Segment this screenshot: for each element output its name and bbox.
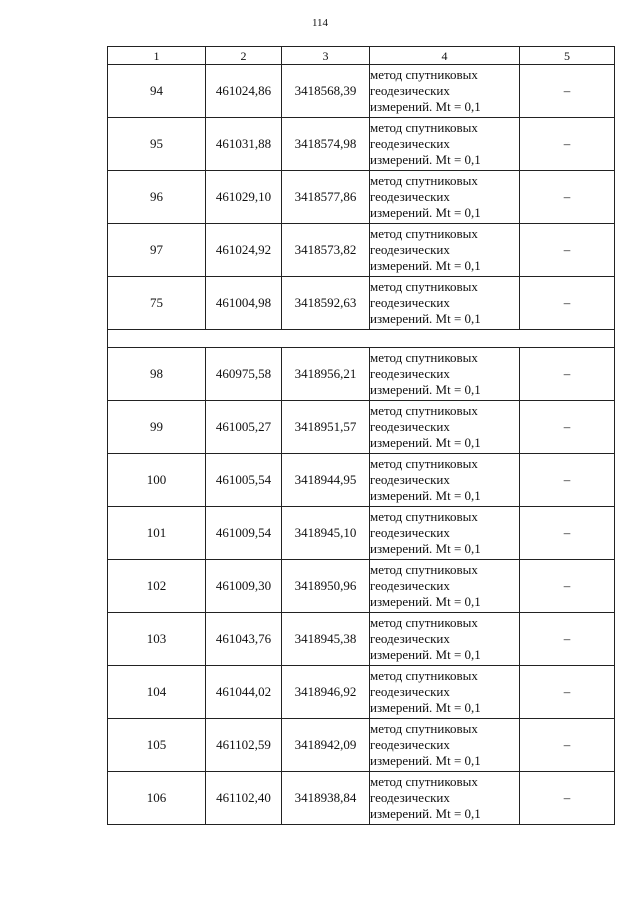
y-coordinate-cell: 3418944,95 <box>282 454 370 507</box>
point-number-cell: 94 <box>108 65 206 118</box>
coordinates-table <box>107 46 615 825</box>
y-coordinate-cell: 3418942,09 <box>282 719 370 772</box>
method-line: измерений. Mt = 0,1 <box>370 594 481 609</box>
x-coordinate-cell: 461044,02 <box>206 666 282 719</box>
x-coordinate-cell: 461029,10 <box>206 171 282 224</box>
method-line: метод спутниковых <box>370 67 478 82</box>
y-coordinate-cell: 3418951,57 <box>282 401 370 454</box>
x-coordinate-cell: 461005,54 <box>206 454 282 507</box>
y-coordinate-cell: 3418946,92 <box>282 666 370 719</box>
header-col-1: 1 <box>108 47 206 65</box>
point-number-cell: 75 <box>108 277 206 330</box>
method-line: геодезических <box>370 419 450 434</box>
method-line: метод спутниковых <box>370 120 478 135</box>
method-line: измерений. Mt = 0,1 <box>370 152 481 167</box>
table-row <box>108 118 615 171</box>
x-coordinate-cell: 461031,88 <box>206 118 282 171</box>
x-coordinate-cell: 461024,86 <box>206 65 282 118</box>
method-line: метод спутниковых <box>370 279 478 294</box>
method-cell <box>370 65 520 118</box>
x-coordinate-cell: 461005,27 <box>206 401 282 454</box>
table-row <box>108 224 615 277</box>
table-row <box>108 560 615 613</box>
method-line: измерений. Mt = 0,1 <box>370 311 481 326</box>
method-line: измерений. Mt = 0,1 <box>370 205 481 220</box>
method-cell <box>370 224 520 277</box>
method-cell <box>370 454 520 507</box>
point-number-cell: 103 <box>108 613 206 666</box>
note-dash-cell: – <box>520 224 615 277</box>
method-line: метод спутниковых <box>370 456 478 471</box>
header-col-2: 2 <box>206 47 282 65</box>
method-line: измерений. Mt = 0,1 <box>370 647 481 662</box>
header-col-3: 3 <box>282 47 370 65</box>
method-cell <box>370 560 520 613</box>
method-cell <box>370 507 520 560</box>
table-row <box>108 277 615 330</box>
y-coordinate-cell: 3418956,21 <box>282 348 370 401</box>
method-cell <box>370 401 520 454</box>
table-row <box>108 666 615 719</box>
header-row <box>108 47 615 65</box>
table-row <box>108 171 615 224</box>
method-line: измерений. Mt = 0,1 <box>370 541 481 556</box>
x-coordinate-cell: 461004,98 <box>206 277 282 330</box>
y-coordinate-cell: 3418573,82 <box>282 224 370 277</box>
method-line: геодезических <box>370 83 450 98</box>
point-number-cell: 99 <box>108 401 206 454</box>
method-line: геодезических <box>370 295 450 310</box>
x-coordinate-cell: 460975,58 <box>206 348 282 401</box>
point-number-cell: 95 <box>108 118 206 171</box>
method-line: метод спутниковых <box>370 562 478 577</box>
method-line: геодезических <box>370 631 450 646</box>
method-line: геодезических <box>370 578 450 593</box>
note-dash-cell: – <box>520 507 615 560</box>
y-coordinate-cell: 3418945,38 <box>282 613 370 666</box>
header-col-4: 4 <box>370 47 520 65</box>
method-line: геодезических <box>370 737 450 752</box>
point-number-cell: 106 <box>108 772 206 825</box>
method-line: измерений. Mt = 0,1 <box>370 753 481 768</box>
method-line: измерений. Mt = 0,1 <box>370 258 481 273</box>
note-dash-cell: – <box>520 666 615 719</box>
x-coordinate-cell: 461009,30 <box>206 560 282 613</box>
note-dash-cell: – <box>520 171 615 224</box>
note-dash-cell: – <box>520 65 615 118</box>
method-line: геодезических <box>370 366 450 381</box>
page-number: 114 <box>311 17 329 29</box>
method-line: метод спутниковых <box>370 226 478 241</box>
y-coordinate-cell: 3418592,63 <box>282 277 370 330</box>
method-line: геодезических <box>370 136 450 151</box>
method-line: метод спутниковых <box>370 615 478 630</box>
point-number-cell: 98 <box>108 348 206 401</box>
y-coordinate-cell: 3418938,84 <box>282 772 370 825</box>
method-cell <box>370 719 520 772</box>
header-col-5: 5 <box>520 47 615 65</box>
method-line: измерений. Mt = 0,1 <box>370 806 481 821</box>
method-cell <box>370 118 520 171</box>
x-coordinate-cell: 461102,40 <box>206 772 282 825</box>
method-cell <box>370 277 520 330</box>
method-cell <box>370 772 520 825</box>
method-line: геодезических <box>370 472 450 487</box>
group-separator-row <box>108 330 615 348</box>
method-line: измерений. Mt = 0,1 <box>370 700 481 715</box>
table-row <box>108 507 615 560</box>
table-row <box>108 719 615 772</box>
note-dash-cell: – <box>520 277 615 330</box>
point-number-cell: 105 <box>108 719 206 772</box>
note-dash-cell: – <box>520 772 615 825</box>
y-coordinate-cell: 3418577,86 <box>282 171 370 224</box>
point-number-cell: 101 <box>108 507 206 560</box>
method-line: метод спутниковых <box>370 509 478 524</box>
note-dash-cell: – <box>520 719 615 772</box>
y-coordinate-cell: 3418574,98 <box>282 118 370 171</box>
y-coordinate-cell: 3418950,96 <box>282 560 370 613</box>
table-row <box>108 613 615 666</box>
note-dash-cell: – <box>520 560 615 613</box>
note-dash-cell: – <box>520 401 615 454</box>
method-line: измерений. Mt = 0,1 <box>370 488 481 503</box>
y-coordinate-cell: 3418568,39 <box>282 65 370 118</box>
method-cell <box>370 348 520 401</box>
method-cell <box>370 666 520 719</box>
x-coordinate-cell: 461009,54 <box>206 507 282 560</box>
point-number-cell: 100 <box>108 454 206 507</box>
table-row <box>108 454 615 507</box>
x-coordinate-cell: 461102,59 <box>206 719 282 772</box>
method-line: геодезических <box>370 525 450 540</box>
point-number-cell: 97 <box>108 224 206 277</box>
table-row <box>108 401 615 454</box>
method-line: геодезических <box>370 189 450 204</box>
method-line: метод спутниковых <box>370 403 478 418</box>
method-line: геодезических <box>370 684 450 699</box>
method-line: метод спутниковых <box>370 721 478 736</box>
note-dash-cell: – <box>520 118 615 171</box>
method-line: измерений. Mt = 0,1 <box>370 435 481 450</box>
x-coordinate-cell: 461043,76 <box>206 613 282 666</box>
group-separator-cell <box>108 330 615 348</box>
note-dash-cell: – <box>520 613 615 666</box>
method-line: измерений. Mt = 0,1 <box>370 99 481 114</box>
point-number-cell: 102 <box>108 560 206 613</box>
x-coordinate-cell: 461024,92 <box>206 224 282 277</box>
method-line: метод спутниковых <box>370 173 478 188</box>
method-line: геодезических <box>370 790 450 805</box>
table-row <box>108 65 615 118</box>
note-dash-cell: – <box>520 454 615 507</box>
method-line: метод спутниковых <box>370 668 478 683</box>
method-cell <box>370 613 520 666</box>
table-row <box>108 348 615 401</box>
method-line: метод спутниковых <box>370 350 478 365</box>
point-number-cell: 96 <box>108 171 206 224</box>
note-dash-cell: – <box>520 348 615 401</box>
table-row <box>108 772 615 825</box>
point-number-cell: 104 <box>108 666 206 719</box>
method-cell <box>370 171 520 224</box>
y-coordinate-cell: 3418945,10 <box>282 507 370 560</box>
method-line: геодезических <box>370 242 450 257</box>
method-line: метод спутниковых <box>370 774 478 789</box>
method-line: измерений. Mt = 0,1 <box>370 382 481 397</box>
